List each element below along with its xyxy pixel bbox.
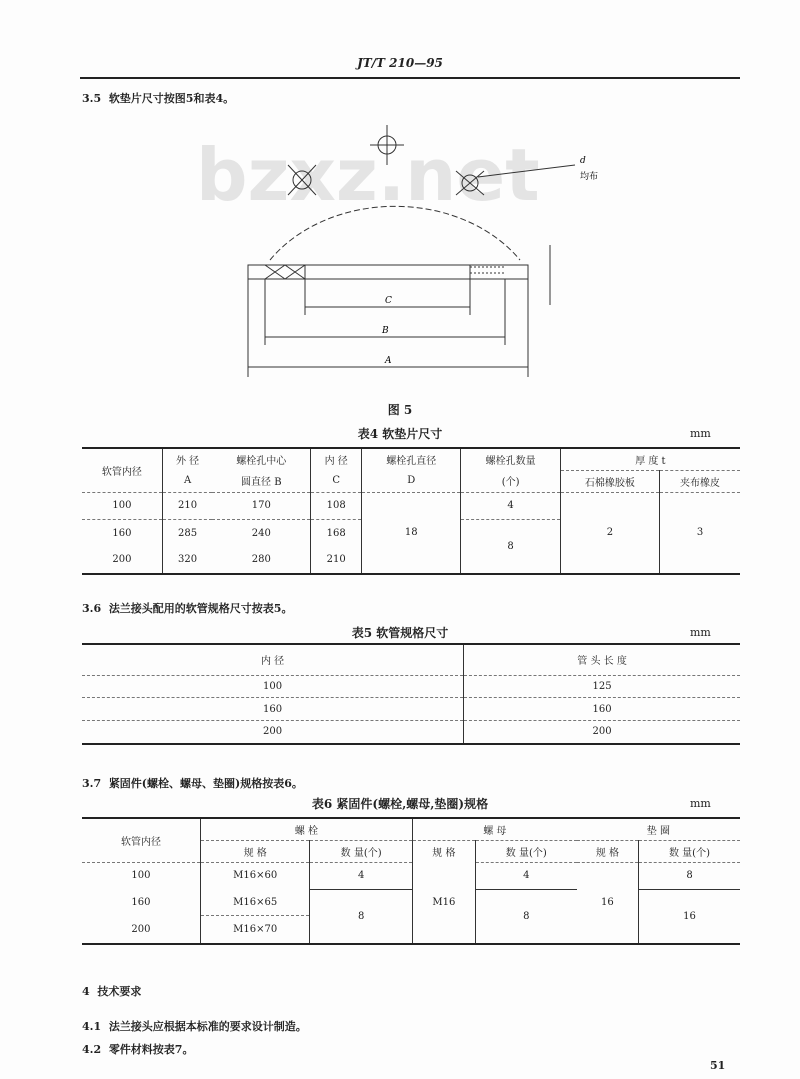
cell: 4 bbox=[461, 492, 560, 520]
cell: 8 bbox=[310, 889, 413, 944]
table-row bbox=[82, 492, 740, 520]
cell: 100 bbox=[131, 870, 151, 882]
cell: 108 bbox=[311, 492, 362, 520]
th: 圆直径 B bbox=[212, 470, 310, 492]
cell: 100 bbox=[82, 675, 464, 698]
th: (个) bbox=[461, 470, 560, 492]
table-row bbox=[82, 698, 740, 721]
label-c: C bbox=[385, 296, 392, 306]
th: C bbox=[311, 470, 362, 492]
th: 夹布橡皮 bbox=[660, 470, 740, 492]
th: 软管内径 bbox=[82, 818, 200, 862]
th: 螺栓孔数量 bbox=[461, 448, 560, 470]
cell: 3 bbox=[660, 492, 740, 574]
clause-3-5: 3.5 软垫片尺寸按图5和表4。 bbox=[82, 92, 235, 105]
cell: 320 bbox=[162, 546, 212, 574]
cell: 2 bbox=[560, 492, 659, 574]
label-d: d bbox=[580, 156, 586, 166]
th: 数 量(个) bbox=[639, 840, 741, 862]
cell: M16×70 bbox=[200, 916, 309, 944]
table-5 bbox=[82, 643, 740, 745]
cell: 210 bbox=[311, 546, 362, 574]
cell: 125 bbox=[464, 675, 740, 698]
table4-unit: mm bbox=[690, 427, 711, 440]
cell: 170 bbox=[212, 492, 310, 520]
page-number: 51 bbox=[710, 1059, 726, 1072]
label-note: 均布 bbox=[580, 172, 599, 182]
th: 数 量(个) bbox=[310, 840, 413, 862]
cell: M16×65 bbox=[200, 889, 309, 915]
cell: 160 bbox=[464, 698, 740, 721]
watermark: bzxz.net bbox=[196, 133, 540, 217]
cell: 8 bbox=[639, 862, 741, 889]
cell: 16 bbox=[601, 897, 614, 909]
cell: 4 bbox=[475, 862, 576, 889]
cell: 285 bbox=[162, 520, 212, 547]
cell: 210 bbox=[162, 492, 212, 520]
cell: 16 bbox=[639, 889, 741, 944]
th: 螺 母 bbox=[412, 818, 576, 840]
cell: 4 bbox=[310, 862, 413, 889]
cell: M16×60 bbox=[200, 862, 309, 889]
table-4 bbox=[82, 447, 740, 575]
table-row bbox=[82, 889, 740, 915]
table6-unit: mm bbox=[690, 797, 711, 810]
th: 外 径 bbox=[162, 448, 212, 470]
label-a: A bbox=[385, 356, 392, 366]
th: 内 径 bbox=[311, 448, 362, 470]
th: 螺栓孔直径 bbox=[362, 448, 461, 470]
section-4-heading: 4 技术要求 bbox=[82, 985, 142, 998]
table-6 bbox=[82, 817, 740, 945]
figure-caption: 图 5 bbox=[387, 403, 413, 417]
header-rule bbox=[80, 77, 740, 79]
th: 管 头 长 度 bbox=[464, 644, 740, 675]
cell: 160 bbox=[82, 698, 464, 721]
table-row bbox=[82, 862, 740, 889]
th: 软管内径 bbox=[82, 448, 162, 492]
th: 规 格 bbox=[412, 840, 475, 862]
clause-4-1: 4.1 法兰接头应根据本标准的要求设计制造。 bbox=[82, 1020, 307, 1033]
cell: 8 bbox=[461, 520, 560, 574]
th: 厚 度 t bbox=[560, 448, 740, 470]
cell: 8 bbox=[475, 889, 576, 944]
table5-caption: 表5 软管规格尺寸 bbox=[351, 626, 449, 640]
th: A bbox=[162, 470, 212, 492]
th: D bbox=[362, 470, 461, 492]
cell: 240 bbox=[251, 527, 271, 539]
th: 内 径 bbox=[82, 644, 464, 675]
cell: 200 bbox=[263, 726, 283, 738]
cell: 160 bbox=[112, 527, 132, 539]
th: 螺栓孔中心 bbox=[236, 456, 287, 467]
th: 数 量(个) bbox=[475, 840, 576, 862]
cell: 168 bbox=[311, 520, 362, 547]
cell: 200 bbox=[131, 923, 151, 935]
table-row bbox=[82, 675, 740, 698]
cell: 200 bbox=[112, 554, 132, 566]
th: 石棉橡胶板 bbox=[560, 470, 659, 492]
th: 螺 栓 bbox=[200, 818, 412, 840]
standard-code: JT/T 210—95 bbox=[357, 56, 443, 70]
th: 规 格 bbox=[577, 840, 639, 862]
cell: 280 bbox=[251, 554, 271, 566]
clause-3-6: 3.6 法兰接头配用的软管规格尺寸按表5。 bbox=[82, 602, 293, 615]
cell: 100 bbox=[82, 492, 162, 520]
cell: 160 bbox=[131, 896, 151, 908]
table5-unit: mm bbox=[690, 626, 711, 639]
table6-caption: 表6 紧固件(螺栓,螺母,垫圈)规格 bbox=[311, 797, 489, 811]
clause-3-7: 3.7 紧固件(螺栓、螺母、垫圈)规格按表6。 bbox=[82, 777, 303, 790]
cell: 18 bbox=[362, 492, 461, 574]
th: 规 格 bbox=[200, 840, 309, 862]
cell: 200 bbox=[464, 720, 740, 744]
clause-4-2: 4.2 零件材料按表7。 bbox=[82, 1043, 194, 1056]
table4-caption: 表4 软垫片尺寸 bbox=[357, 427, 443, 441]
table-row bbox=[82, 720, 740, 744]
cell: M16 bbox=[412, 862, 475, 944]
label-b: B bbox=[382, 326, 389, 336]
figure-5-gasket-drawing bbox=[230, 115, 640, 385]
th: 垫 圈 bbox=[577, 818, 740, 840]
